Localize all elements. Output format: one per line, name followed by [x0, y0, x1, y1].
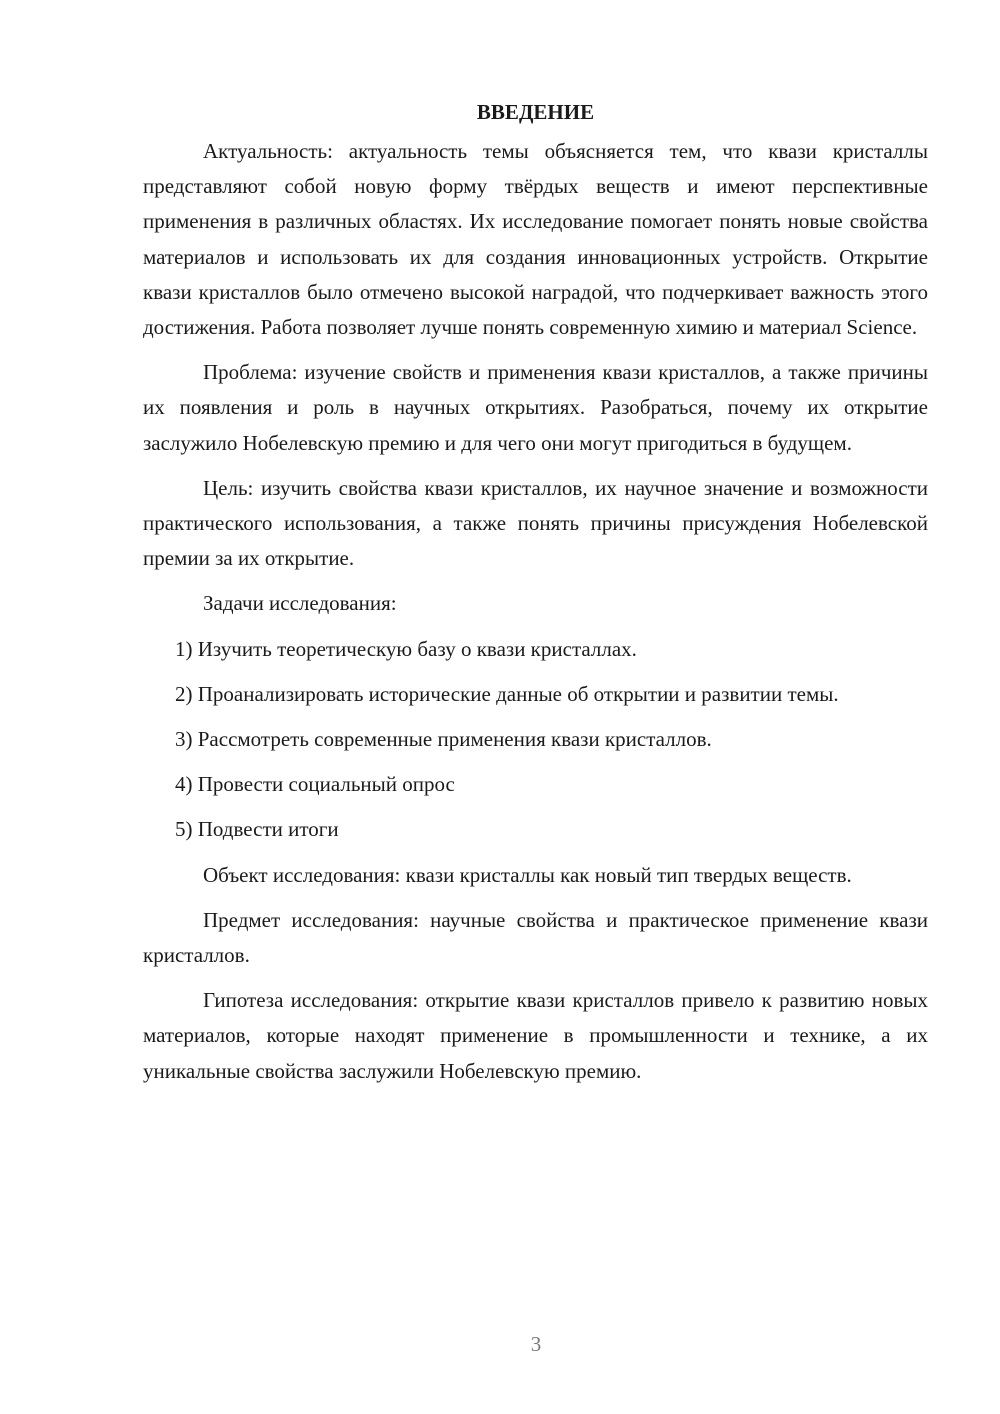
task-item: 2) Проанализировать исторические данные об открытии и развитии темы.: [175, 681, 839, 706]
object-paragraph: Объект исследования: квази кристаллы как новый тип твердых веществ.: [203, 862, 852, 887]
task-item: 4) Провести социальный опрос: [175, 772, 455, 797]
subject-paragraph: Предмет исследования: научные свойства и практическое применение квази кристаллов.: [143, 907, 928, 968]
task-item: 1) Изучить теоретическую базу о квази кристаллах.: [175, 636, 637, 661]
hypothesis-paragraph: Гипотеза исследования: открытие квази кристаллов привело к развитию новых материалов, которые находят применение в промышленности и технике, а их уникальные свойства заслужили Нобелевскую премию.: [143, 988, 928, 1083]
tasks-heading: Задачи исследования:: [203, 591, 397, 616]
relevance-paragraph: Актуальность: актуальность темы объясняется тем, что квази кристаллы представляют собой новую форму твёрдых веществ и имеют перспективные применения в различных областях. Их исследование помогает понять новые свойства материалов и использовать их для создания инновационных устройств. Открытие квази кристаллов было отмечено высокой наградой, что подчеркивает важность этого достижения. Работа позволяет лучше понять современную химию и материал Science.: [143, 139, 928, 340]
task-item: 5) Подвести итоги: [175, 817, 339, 842]
task-item: 3) Рассмотреть современные применения квази кристаллов.: [175, 727, 712, 752]
problem-paragraph: Проблема: изучение свойств и применения квази кристаллов, а также причины их появления и роль в научных открытиях. Разобраться, почему их открытие заслужило Нобелевскую премию и для чего они могут пригодиться в будущем.: [143, 360, 928, 455]
section-title: ВВЕДЕНИЕ: [476, 100, 595, 124]
document-page: [143, 95, 928, 1099]
goal-paragraph: Цель: изучить свойства квази кристаллов, их научное значение и возможности практического использования, а также понять причины присуждения Нобелевской премии за их открытие.: [143, 475, 928, 571]
page-number: 3: [530, 1332, 542, 1356]
